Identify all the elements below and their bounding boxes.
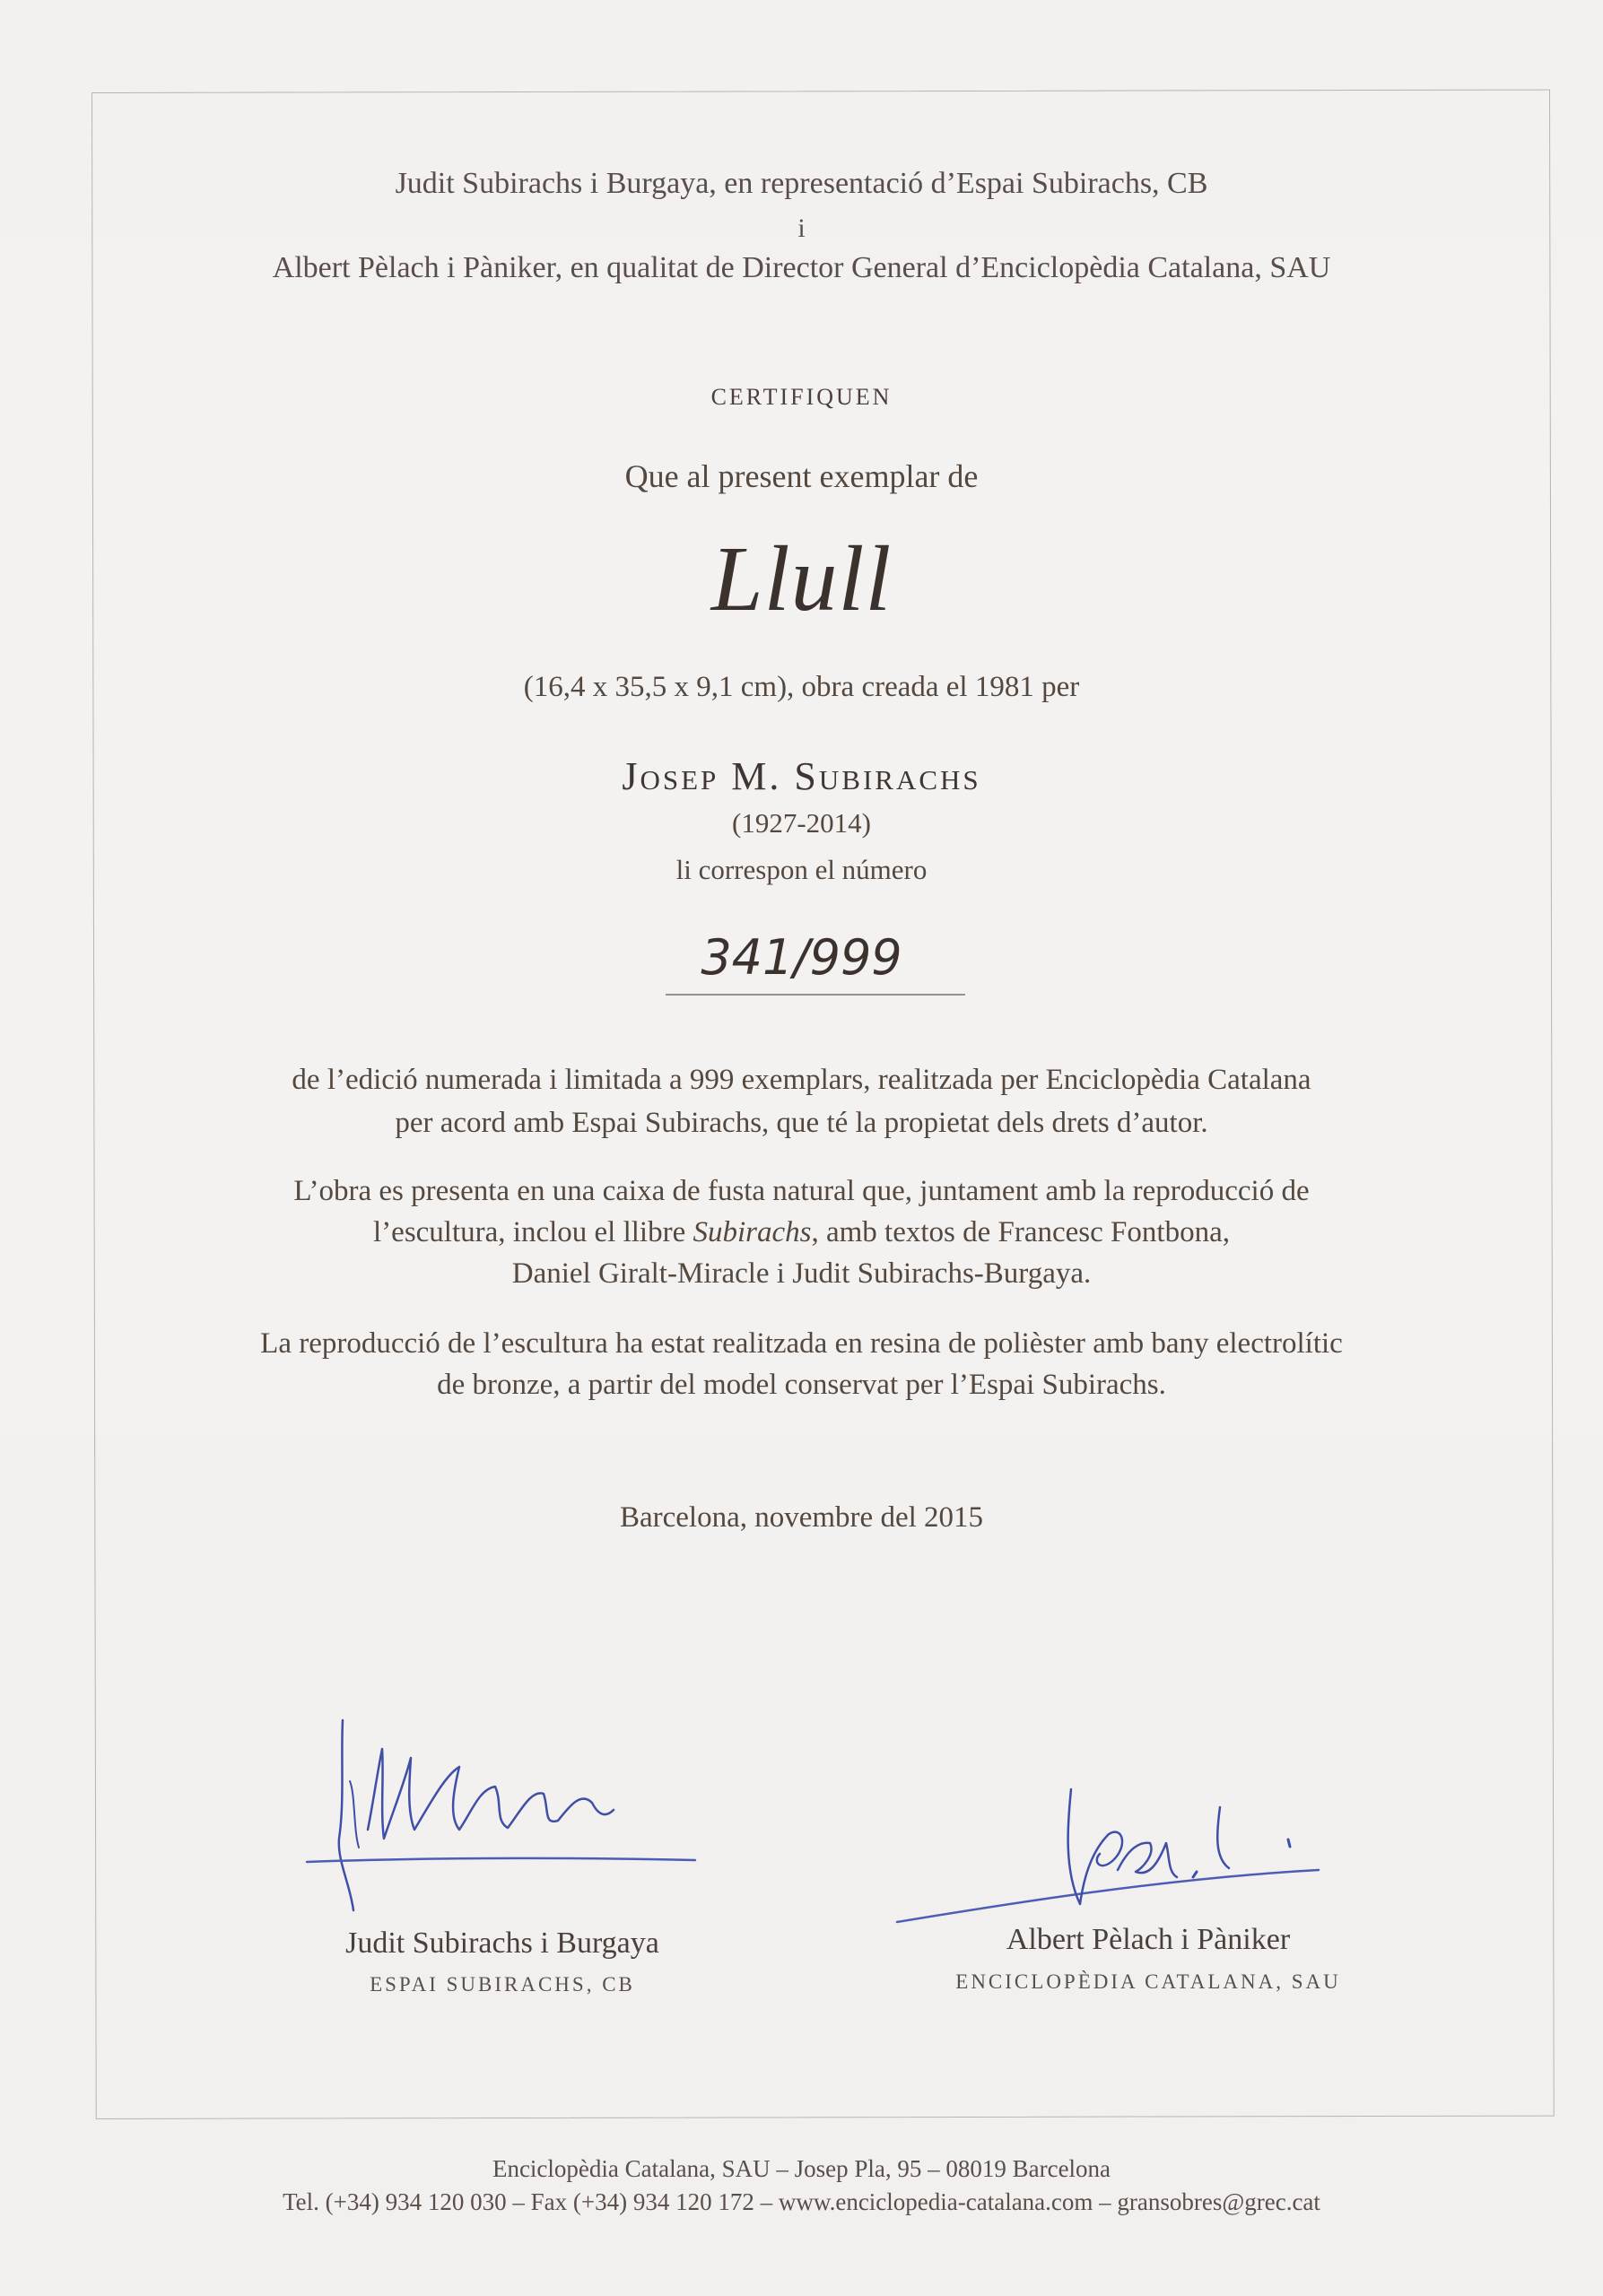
paragraph-2-line-2-end: , amb textos de Francesc Fontbona, bbox=[811, 1216, 1230, 1248]
header-line-2: Albert Pèlach i Pàniker, en qualitat de Director General d’Enciclopèdia Catalana, SAU bbox=[272, 251, 1331, 284]
intro-text: Que al present exemplar de bbox=[624, 458, 979, 494]
signatory-left-org: ESPAI SUBIRACHS, CB bbox=[370, 1973, 635, 1996]
footer-contact: Tel. (+34) 934 120 030 – Fax (+34) 934 120 172 – www.enciclopedia-catalana.com – gransobres@grec.cat bbox=[283, 2188, 1320, 2215]
paragraph-3-line-2: de bronze, a partir del model conservat per l’Espai Subirachs. bbox=[437, 1369, 1166, 1401]
place-and-date: Barcelona, novembre del 2015 bbox=[619, 1501, 984, 1534]
signature-left bbox=[296, 1704, 709, 1919]
paragraph-1-line-1: de l’edició numerada i limitada a 999 exemplars, realitzada per Enciclopèdia Catalana bbox=[292, 1064, 1311, 1096]
paragraph-1-line-2: per acord amb Espai Subirachs, que té la propietat dels drets d’autor. bbox=[395, 1107, 1208, 1139]
number-intro: li correspon el número bbox=[675, 854, 928, 885]
paragraph-2-line-1: L’obra es presenta en una caixa de fusta natural que, juntament amb la reproducció de bbox=[293, 1175, 1310, 1207]
paragraph-3-line-1: La reproducció de l’escultura ha estat realitzada en resina de polièster amb bany electrolític bbox=[260, 1327, 1343, 1360]
certifiquen-heading: CERTIFIQUEN bbox=[710, 384, 893, 410]
footer-address: Enciclopèdia Catalana, SAU – Josep Pla, 95 – 08019 Barcelona bbox=[492, 2155, 1111, 2182]
work-title: Llull bbox=[710, 527, 893, 631]
header-line-1: Judit Subirachs i Burgaya, en representació d’Espai Subirachs, CB bbox=[395, 167, 1208, 200]
artist-dates: (1927-2014) bbox=[732, 807, 871, 839]
edition-number: 341/999 bbox=[701, 929, 902, 986]
artist-name: Josep M. Subirachs bbox=[622, 754, 981, 798]
paragraph-2-line-2 bbox=[0, 1216, 1603, 1249]
book-title: Subirachs bbox=[693, 1216, 812, 1248]
signatory-left-name: Judit Subirachs i Burgaya bbox=[345, 1926, 659, 1960]
paragraph-2-line-3: Daniel Giralt-Miracle i Judit Subirachs-Burgaya. bbox=[511, 1257, 1092, 1290]
paragraph-2-line-2-start: l’escultura, inclou el llibre bbox=[373, 1216, 693, 1248]
header-conjunction: i bbox=[797, 213, 806, 243]
edition-number-underline bbox=[666, 994, 965, 996]
signatory-right-org: ENCICLOPÈDIA CATALANA, SAU bbox=[955, 1970, 1341, 1993]
signature-right bbox=[888, 1771, 1337, 1933]
signatory-right-name: Albert Pèlach i Pàniker bbox=[1006, 1923, 1291, 1956]
work-dimensions: (16,4 x 35,5 x 9,1 cm), obra creada el 1981 per bbox=[523, 671, 1080, 703]
